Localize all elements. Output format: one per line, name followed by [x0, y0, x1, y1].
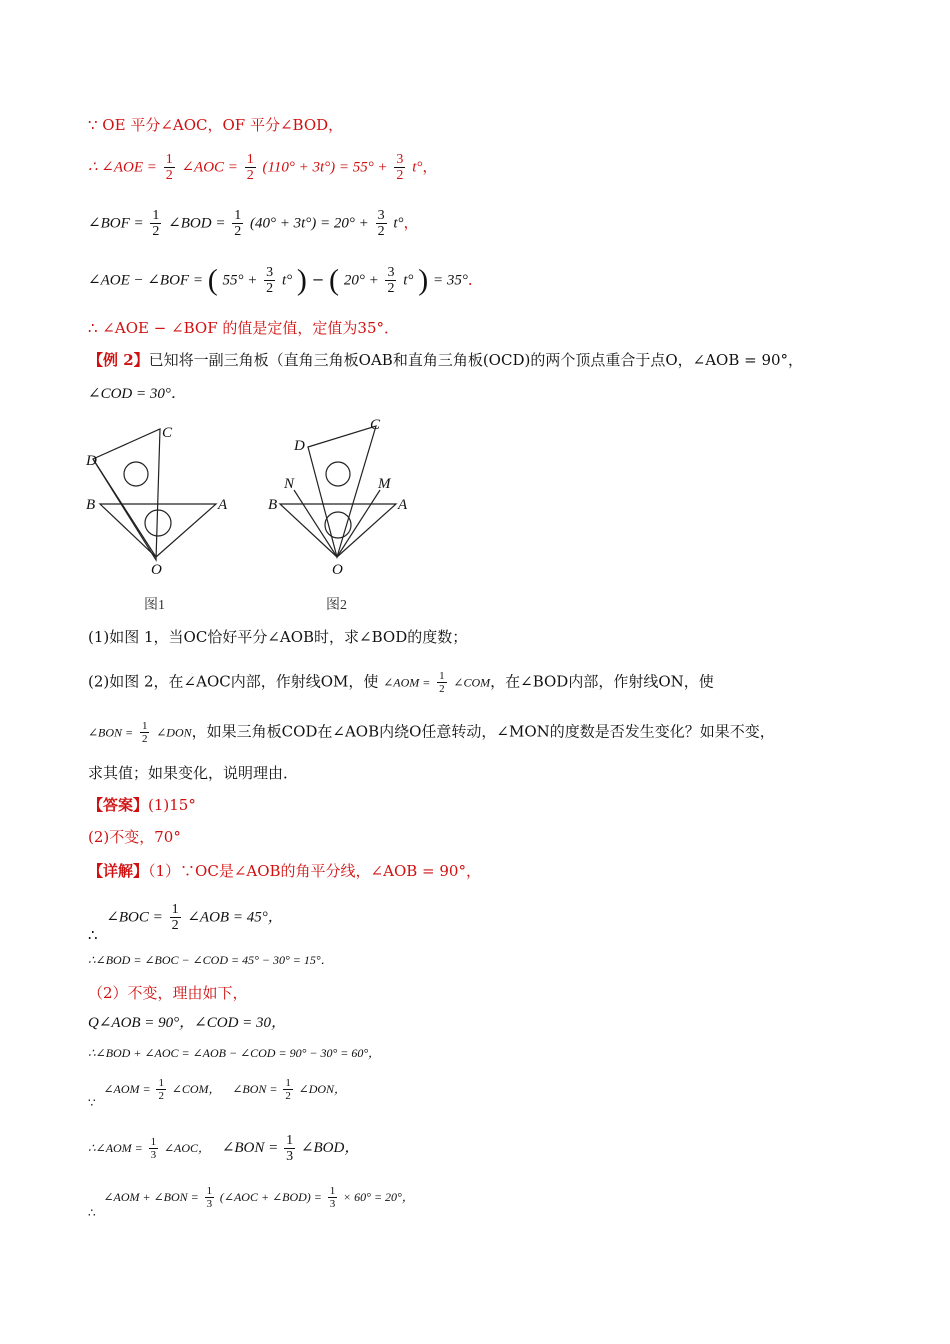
line-bisector-premise: ∵ OE 平分∠AOC，OF 平分∠BOD， [88, 116, 344, 134]
label-o: O [332, 562, 343, 578]
line-conclusion: ∴ ∠AOE − ∠BOF 的值是定值，定值为35°． [88, 319, 399, 337]
detail-boc: ∴ ∠BOC = $\frac{1}{2}$ ∠AOB = 45°， [88, 902, 283, 944]
figure-1-caption: 图1 [144, 598, 165, 613]
line-aoe-calc: ∴ ∠AOE = $\frac{1}{2}$ ∠AOC = $\frac{1}{2}$ (110° + 3t°) = 55° + $\frac{3}{2}$ t°， [88, 152, 438, 183]
label-d: D [86, 453, 97, 469]
label-a: A [218, 497, 228, 513]
label-d: D [294, 438, 305, 454]
label-o: O [151, 562, 162, 578]
label-b: B [86, 497, 96, 513]
example-tag: 【例 2】 [88, 351, 149, 369]
figure-1 [85, 425, 228, 578]
triangle-ocd [93, 429, 160, 560]
detail-2-intro: （2）不变，理由如下， [88, 984, 248, 1002]
detail-thirds: ∴∠AOM = $\frac{1}{3}$ ∠AOC， ∠BON = $\frac{1}{3}$ ∠BOD， [88, 1133, 360, 1164]
label-a: A [398, 497, 408, 513]
detail-final: ∴ ∠AOM + ∠BON = $\frac{1}{3}$ (∠AOC + ∠BOD) = $\frac{1}{3}$ × 60° = 20°， [88, 1185, 414, 1220]
detail-tag: 【详解】 [88, 862, 149, 880]
question-2: (2)如图 2，在∠AOC内部，作射线OM，使 ∠AOM = $\frac{1}{2}$ ∠COM，在∠BOD内部，作射线ON，使 [88, 670, 714, 695]
answer-tag: 【答案】 [88, 796, 149, 814]
question-2-cont: ∠BON = $\frac{1}{2}$ ∠DON，如果三角板COD在∠AOB内绕O任意转动，∠MON的度数是否发生变化？如果不变， [88, 720, 775, 745]
detail-bod: ∴∠BOD = ∠BOC − ∠COD = 45° − 30° = 15°． [88, 953, 333, 967]
label-c: C [370, 417, 381, 433]
label-m: M [378, 476, 391, 492]
detail-given: Q∠AOB = 90°，∠COD = 30， [88, 1015, 287, 1031]
label-c: C [162, 425, 173, 441]
example2-statement: 【例 2】已知将一副三角板（直角三角板OAB和直角三角板(OCD)的两个顶点重合于点O，∠AOB = 90°， [88, 351, 804, 369]
question-2-end: 求其值；如果变化，说明理由． [88, 764, 299, 782]
label-n: N [284, 476, 295, 492]
detail-1: 【详解】（1）∵OC是∠AOB的角平分线，∠AOB = 90°， [88, 862, 481, 880]
hole-circle [326, 462, 350, 486]
answer-2: (2)不变，70° [88, 828, 181, 846]
figures [80, 412, 470, 612]
figure-2-caption: 图2 [326, 598, 347, 613]
detail-sum: ∴∠BOD + ∠AOC = ∠AOB − ∠COD = 90° − 30° = 60°， [88, 1046, 381, 1060]
line-bof-calc: ∠BOF = $\frac{1}{2}$ ∠BOD = $\frac{1}{2}$ (40° + 3t°) = 20° + $\frac{3}{2}$ t°， [88, 208, 419, 239]
hole-circle [124, 462, 148, 486]
figure-2 [268, 417, 408, 578]
example2-statement-cont: ∠COD = 30°． [88, 386, 186, 402]
detail-ratios: ∵ ∠AOM = $\frac{1}{2}$ ∠COM， ∠BON = $\frac{1}{2}$ ∠DON， [88, 1077, 347, 1110]
answer-1: 【答案】(1)15° [88, 796, 196, 814]
question-1: (1)如图 1，当OC恰好平分∠AOB时，求∠BOD的度数； [88, 628, 468, 646]
line-difference-calc: ∠AOE − ∠BOF = ( 55° + $\frac{3}{2}$ t° ) − ( 20° + $\frac{3}{2}$ t° ) = 35°． [88, 263, 483, 297]
label-b: B [268, 497, 278, 513]
